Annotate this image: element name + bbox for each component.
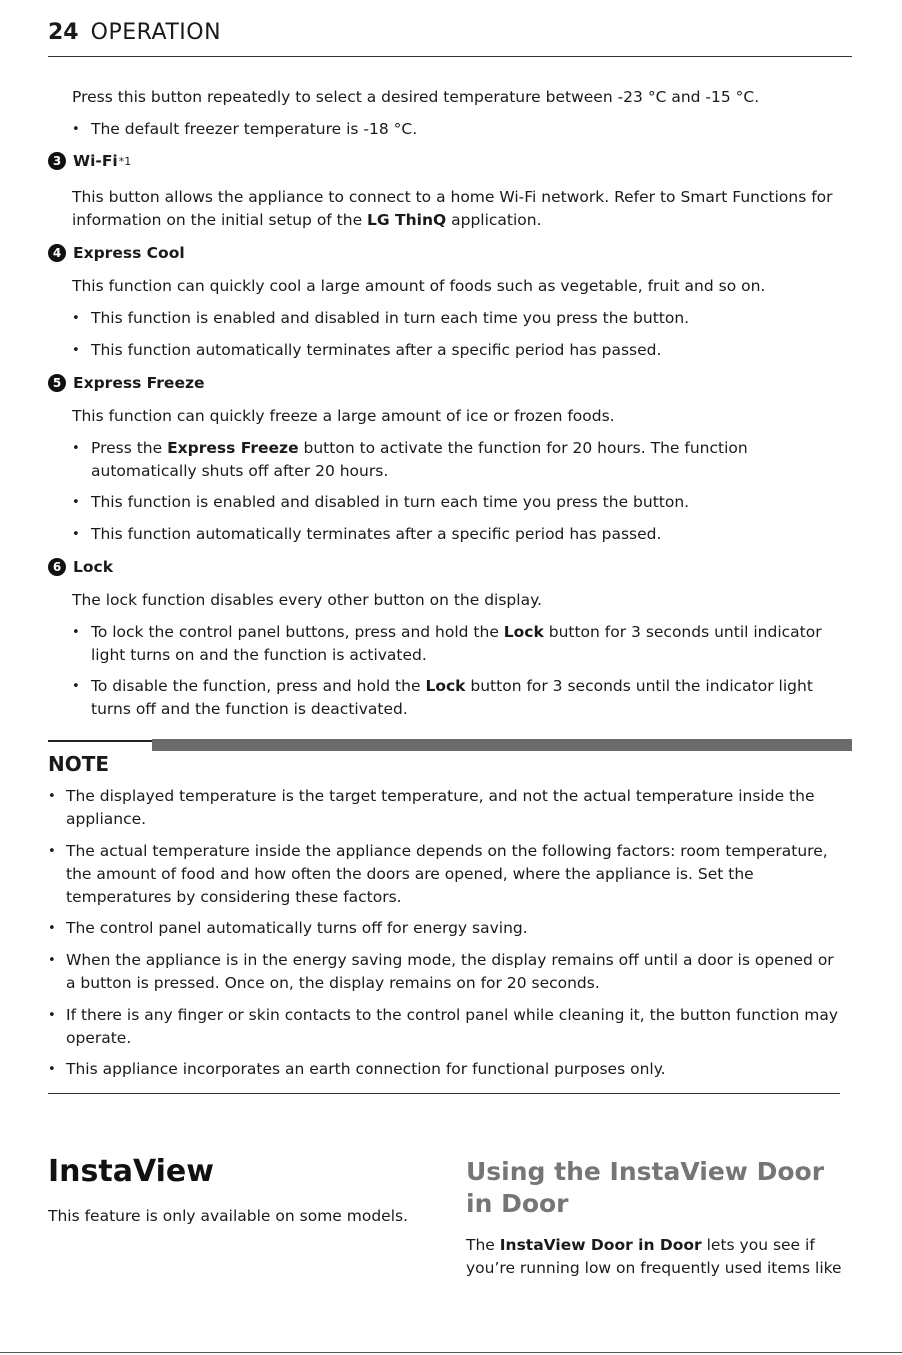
express-freeze-text: This function can quickly freeze a large amount of ice or frozen foods. <box>72 407 615 425</box>
express-cool-text: This function can quickly cool a large amount of foods such as vegetable, fruit and so on. <box>72 277 766 295</box>
lock-b2-part1: To disable the function, press and hold the <box>91 677 426 695</box>
express-freeze-bullet-2: • This function is enabled and disabled in turn each time you press the button. <box>72 491 848 514</box>
lock-b2-part2: button for 3 seconds until the indicator light turns off and the function is deactivated. <box>91 677 813 718</box>
door-in-door-title: Using the InstaView Door in Door <box>466 1157 825 1218</box>
lock-title: Lock <box>73 558 114 576</box>
note-item-2: • The actual temperature inside the appliance depends on the following factors: room temperature, the amount of food and how often the doors are opened, where the appliance is. Set the temperatures by considering these factors. <box>48 840 848 909</box>
wifi-text-part2: application. <box>446 211 542 229</box>
intro-text: Press this button repeatedly to select a desired temperature between -23 °C and -15 °C. <box>72 88 760 106</box>
door-in-door-text <box>466 1234 850 1280</box>
express-cool-bullet-1: • This function is enabled and disabled in turn each time you press the button. <box>72 307 848 330</box>
express-freeze-heading <box>48 374 205 392</box>
did-text-part1: The <box>466 1236 500 1254</box>
note-item-5: • If there is any finger or skin contacts to the control panel while cleaning it, the button function may operate. <box>48 1004 848 1050</box>
express-freeze-bullet-1 <box>72 437 848 483</box>
intro-bullet: • The default freezer temperature is -18 °C. <box>72 118 848 141</box>
note-divider-left <box>48 740 152 742</box>
express-freeze-bullet-3: • This function automatically terminates after a specific period has passed. <box>72 523 848 546</box>
lock-b2-bold: Lock <box>425 677 466 695</box>
note-item-1: • The displayed temperature is the target temperature, and not the actual temperature inside the appliance. <box>48 785 848 831</box>
lock-b1-part2: button for 3 seconds until indicator light turns on and the function is activated. <box>91 623 822 664</box>
note-item-6: • This appliance incorporates an earth connection for functional purposes only. <box>48 1058 848 1081</box>
page-header <box>48 20 852 57</box>
circle-number-5: 5 <box>48 374 66 392</box>
express-freeze-title: Express Freeze <box>73 374 205 392</box>
circle-number-6: 6 <box>48 558 66 576</box>
lock-text: The lock function disables every other button on the display. <box>72 591 542 609</box>
circle-number-3: 3 <box>48 152 66 170</box>
wifi-footnote: *1 <box>118 154 132 168</box>
express-cool-title: Express Cool <box>73 244 185 262</box>
ef-b1-part2: button to activate the function for 20 hours. The function automatically shuts off after 20 hours. <box>91 439 748 480</box>
wifi-text <box>72 186 842 232</box>
note-end-divider <box>48 1093 840 1094</box>
lock-bullet-2 <box>72 675 848 721</box>
wifi-title: Wi-Fi <box>73 152 118 170</box>
wifi-text-part1: This button allows the appliance to connect to a home Wi-Fi network. Refer to Smart Functions for information on the initial setup of the <box>72 188 833 229</box>
express-cool-heading <box>48 244 185 262</box>
note-title: NOTE <box>48 752 110 776</box>
section-title: OPERATION <box>90 20 222 45</box>
instaview-title: InstaView <box>48 1154 214 1189</box>
note-divider-bar <box>152 739 852 751</box>
did-text-part2: lets you see if you’re running low on frequently used items like <box>466 1236 842 1277</box>
lock-heading <box>48 558 113 576</box>
footer-divider <box>0 1352 902 1353</box>
ef-b1-part1: Press the <box>91 439 168 457</box>
lock-b1-part1: To lock the control panel buttons, press and hold the <box>91 623 504 641</box>
lock-bullet-1 <box>72 621 848 667</box>
note-item-3: • The control panel automatically turns off for energy saving. <box>48 917 848 940</box>
lock-b1-bold: Lock <box>503 623 544 641</box>
wifi-heading <box>48 152 131 170</box>
express-cool-bullet-2: • This function automatically terminates after a specific period has passed. <box>72 339 848 362</box>
instaview-text: This feature is only available on some models. <box>48 1207 409 1225</box>
circle-number-4: 4 <box>48 244 66 262</box>
did-text-bold: InstaView Door in Door <box>499 1236 702 1254</box>
wifi-app-name: LG ThinQ <box>367 211 447 229</box>
note-item-4: • When the appliance is in the energy saving mode, the display remains off until a door is opened or a button is pressed. Once on, the display remains on for 20 seconds. <box>48 949 848 995</box>
ef-b1-bold: Express Freeze <box>167 439 299 457</box>
page-number: 24 <box>48 20 79 45</box>
